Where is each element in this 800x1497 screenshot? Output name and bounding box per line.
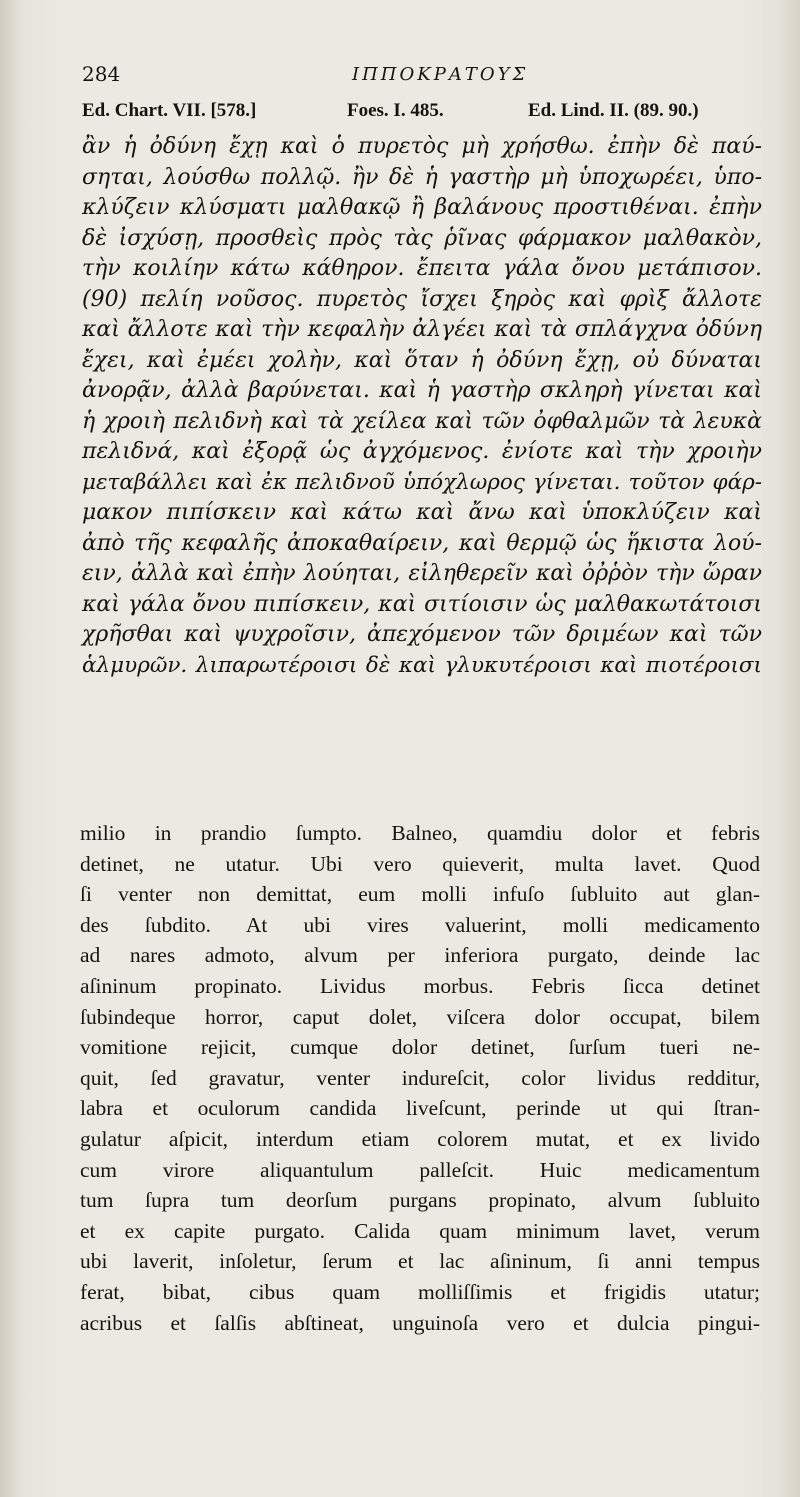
latin-line: ubi laverit, inſoletur, ſerum et lac aſininum, ſi anni tempus (80, 1249, 760, 1274)
greek-line: καὶ γάλα ὄνου πιπίσκειν, καὶ σιτίοισιν ὡς μαλθακωτάτοισι (82, 591, 762, 617)
latin-line: aſininum propinato. Lividus morbus. Febris ſicca detinet (80, 973, 760, 998)
latin-line: detinet, ne utatur. Ubi vero quieverit, multa lavet. Quod (80, 851, 760, 876)
greek-line: (90) πελίη νοῦσος. πυρετὸς ἴσχει ξηρὸς καὶ φρὶξ ἄλλοτε (82, 286, 762, 312)
greek-line: μεταβάλλει καὶ ἐκ πελιδνοῦ ὑπόχλωρος γίνεται. τοῦτον φάρ- (82, 469, 762, 495)
latin-line: ad nares admoto, alvum per inferiora purgato, deinde lac (80, 943, 760, 968)
latin-line: gulatur aſpicit, interdum etiam colorem mutat, et ex livido (80, 1126, 760, 1151)
greek-line: ἀνορᾷν, ἀλλὰ βαρύνεται. καὶ ἡ γαστὴρ σκληρὴ γίνεται καὶ (82, 378, 762, 403)
greek-line: ἁλμυρῶν. λιπαρωτέροισι δὲ καὶ γλυκυτέροισι καὶ πιοτέροισι (82, 652, 762, 678)
latin-line: tum ſupra tum deorſum purgans propinato, alvum ſubluito (80, 1188, 760, 1213)
greek-line: ἂν ἡ ὀδύνη ἔχῃ καὶ ὁ πυρετὸς μὴ χρήσθω. ἐπὴν δὲ παύ- (82, 134, 762, 159)
latin-line: ferat, bibat, cibus quam molliſſimis et frigidis utatur; (80, 1279, 760, 1304)
latin-line: quit, ſed gravatur, venter indureſcit, color lividus redditur, (80, 1065, 760, 1090)
greek-line: σηται, λούσθω πολλῷ. ἢν δὲ ἡ γαστὴρ μὴ ὑποχωρέει, ὑπο- (82, 164, 762, 190)
greek-line: κλύζειν κλύσματι μαλθακῷ ἢ βαλάνους προστιθέναι. ἐπὴν (82, 195, 762, 220)
latin-line: vomitione rejicit, cumque dolor detinet, ſurſum tueri ne- (80, 1035, 760, 1060)
greek-line: ἀπὸ τῆς κεφαλῆς ἀποκαθαίρειν, καὶ θερμῷ ὡς ἥκιστα λού- (82, 530, 762, 556)
page-number: 284 (82, 62, 121, 86)
greek-line: πελιδνά, καὶ ἐξορᾷ ὡς ἀγχόμενος. ἐνίοτε καὶ τὴν χροιὴν (82, 439, 762, 464)
foesius-reference: Foes. I. 485. (347, 100, 444, 121)
greek-line: ἔχει, καὶ ἐμέει χολὴν, καὶ ὅταν ἡ ὀδύνη ἔχῃ, οὐ δύναται (82, 347, 762, 373)
greek-line: τὴν κοιλίην κάτω κάθηρον. ἔπειτα γάλα ὄνου μετάπισον. (82, 256, 762, 281)
greek-text-block (82, 132, 762, 681)
latin-line: ſubindeque horror, caput dolet, viſcera dolor occupat, bilem (80, 1004, 760, 1029)
greek-line: ειν, ἀλλὰ καὶ ἐπὴν λούηται, εἰληθερεῖν καὶ ὀῤῥὸν τὴν ὥραν (82, 561, 762, 586)
linden-reference: Ed. Lind. II. (89. 90.) (528, 100, 699, 121)
greek-line: ἡ χροιὴ πελιδνὴ καὶ τὰ χείλεα καὶ τῶν ὀφθαλμῶν τὰ λευκὰ (82, 408, 762, 434)
latin-line: des ſubdito. At ubi vires valuerint, molli medicamento (80, 912, 760, 937)
latin-line: cum virore aliquantulum palleſcit. Huic medicamentum (80, 1157, 760, 1182)
latin-line: et ex capite purgato. Calida quam minimum lavet, verum (80, 1218, 760, 1243)
greek-line: δὲ ἰσχύσῃ, προσθεὶς πρὸς τὰς ῥῖνας φάρμακον μαλθακὸν, (82, 225, 762, 251)
running-head: ΙΠΠΟΚΡΑΤΟΥΣ (352, 64, 529, 85)
latin-text-block (80, 818, 760, 1338)
greek-line: χρῆσθαι καὶ ψυχροῖσιν, ἀπεχόμενον τῶν δριμέων καὶ τῶν (82, 622, 762, 647)
chartier-reference: Ed. Chart. VII. [578.] (82, 100, 257, 121)
greek-line: μακον πιπίσκειν καὶ κάτω καὶ ἄνω καὶ ὑποκλύζειν καὶ (82, 500, 762, 525)
edition-references (82, 100, 742, 130)
latin-line: ſi venter non demittat, eum molli infuſo ſubluito aut glan- (80, 882, 760, 907)
latin-line: acribus et ſalſis abſtineat, unguinoſa vero et dulcia pingui- (80, 1310, 760, 1335)
greek-line: καὶ ἄλλοτε καὶ τὴν κεφαλὴν ἀλγέει καὶ τὰ σπλάγχνα ὀδύνη (82, 317, 762, 342)
latin-line: milio in prandio ſumpto. Balneo, quamdiu dolor et febris (80, 821, 760, 845)
page-header (82, 58, 742, 94)
latin-line: labra et oculorum candida liveſcunt, perinde ut qui ſtran- (80, 1096, 760, 1121)
